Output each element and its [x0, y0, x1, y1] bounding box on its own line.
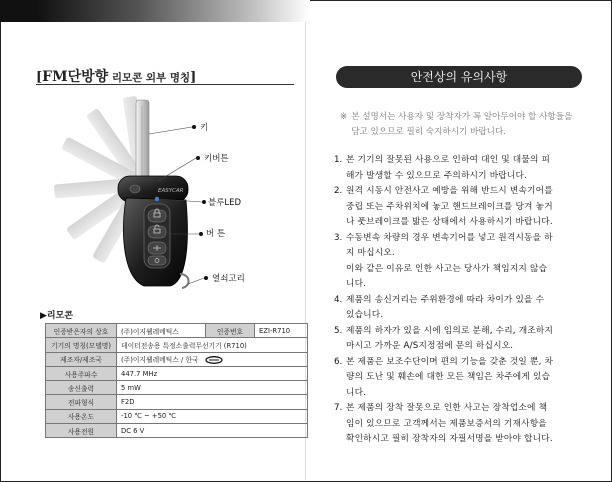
title-underline: [36, 84, 294, 85]
spec-label: 인증받은자의 상호: [46, 324, 117, 338]
callout-dot-key-button: [196, 156, 200, 160]
spec-row: [46, 324, 308, 338]
item-number: 5.: [334, 325, 343, 336]
title-main: FM단방향: [42, 69, 109, 85]
spec-value: (주)이지웰레메틱스 / 한국: [121, 356, 199, 365]
fob-logo: EASYCAR: [158, 188, 184, 194]
safety-note: [340, 110, 578, 140]
spec-label: 사용온도: [46, 409, 117, 423]
item-number: 6.: [334, 356, 343, 367]
item-text: 본 제품의 장착 잘못으로 인한 사고는 장착업소에 책 임이 있으므로 고객께서는 제품보증서의 기재사항을 확인하시고 필히 장착자의 자필서명을 받아야 합니다.: [346, 403, 553, 444]
spec-value: (주)이지웰레메틱스: [117, 324, 206, 338]
title-bracket-open: [: [36, 70, 43, 85]
callout-key-ring: 열쇠고리: [212, 274, 245, 284]
list-item: [334, 401, 579, 448]
item-number: 2.: [334, 186, 343, 196]
spec-value-cell: [117, 352, 308, 366]
spec-value: 데이터전송용 특정소출력무선기기 (R710): [117, 338, 308, 352]
list-item: [334, 231, 579, 293]
item-text: 원격 시동시 안전사고 예방을 위해 반드시 변속기어를 중립 또는 주차위치에 놓고 핸드브레이크를 당겨 놓거 나 풋브레이크를 밟은 상태에서 사용하시기 바랍니다.: [346, 186, 553, 227]
spec-row: [46, 409, 308, 423]
callout-key-button: 키버튼: [204, 154, 229, 164]
fob-body: [123, 197, 188, 288]
list-item: [334, 293, 579, 324]
spec-label: 인증번호: [206, 324, 255, 338]
spec-label: 사용전원: [46, 424, 117, 438]
note-mark: ※: [340, 112, 348, 122]
item-text: 수동변속 차량의 경우 변속기어를 넣고 원격시동을 하 지 마십시오. 이와 같은 이유로 인한 사고는 당사가 책임지지 않습 니다.: [346, 232, 553, 289]
left-page-title: [36, 66, 196, 86]
item-number: 1.: [334, 155, 343, 165]
spec-label: 제조자/제조국: [46, 352, 117, 366]
callout-button: 버 튼: [206, 229, 226, 239]
item-text: 본 기기의 잘못된 사용으로 인하여 대인 및 대물의 피 해가 발생할 수 있으므로 주의하시기 바랍니다.: [346, 155, 551, 181]
callout-blue-led: 블루LED: [208, 198, 242, 208]
spec-row: [46, 366, 308, 380]
header-gradient-bar: [0, 0, 310, 22]
list-item: [334, 153, 579, 184]
note-text: 본 설명서는 사용자 및 장착자가 꼭 알아두어야 할 사항들을 담고 있으므로 필히 숙지하시기 바랍니다.: [351, 112, 573, 137]
spec-value: EZI-R710: [255, 324, 308, 338]
spec-label: 송신출력: [46, 381, 117, 395]
spec-row: [46, 338, 308, 352]
spec-row: [46, 395, 308, 409]
remote-section-heading: ▶리모콘: [40, 311, 74, 321]
title-sub: 리모콘 외부 명칭: [108, 72, 191, 84]
safety-list: [334, 153, 579, 448]
list-item: [334, 324, 579, 355]
item-text: 제품의 송신거리는 주위환경에 따라 차이가 있을 수 있습니다.: [346, 294, 545, 320]
manufacturer-logo-icon: [205, 356, 223, 364]
remote-illustration: [40, 96, 300, 301]
item-number: 7.: [334, 403, 343, 413]
callout-dot-key: [192, 125, 196, 129]
spec-value: 447.7 MHz: [117, 366, 308, 380]
item-text: 본 제품은 보조수단이며 편의 기능을 갖춘 것일 뿐, 차 량의 도난 및 훼손에 대한 모든 책임은 차주에게 있습 니다.: [346, 356, 554, 398]
key-blade: [136, 100, 149, 188]
spec-label: 전파형식: [46, 395, 117, 409]
callout-dot-blue-led: [202, 200, 206, 204]
remote-key-svg: [40, 96, 300, 301]
spec-table: [45, 323, 308, 438]
list-item: [334, 184, 579, 231]
blue-led: [155, 197, 160, 202]
list-item: [334, 355, 579, 402]
spec-label: 사용주파수: [46, 366, 117, 380]
item-number: 3.: [334, 232, 343, 243]
safety-heading: 안전상의 유의사항: [336, 66, 582, 88]
spec-row: [46, 381, 308, 395]
spec-value: -10 ℃ ~ +50 ℃: [117, 409, 308, 423]
item-number: 4.: [334, 294, 343, 305]
item-text: 제품의 하자가 있을 시에 임의로 분해, 수리, 개조하지 마시고 가까운 A/S지정점에 문의 하십시오.: [346, 325, 554, 351]
title-bracket-close: ]: [190, 70, 197, 85]
callout-dot-key-ring: [204, 276, 208, 280]
spec-value: DC 6 V: [117, 424, 308, 438]
callout-dot-button: [199, 232, 203, 236]
spec-label: 기기의 명칭(모델명): [46, 338, 117, 352]
spec-row: [46, 424, 308, 438]
spec-value: F2D: [117, 395, 308, 409]
spec-value: 5 mW: [117, 381, 308, 395]
callout-key: 키: [200, 123, 209, 133]
spec-row: [46, 352, 308, 366]
